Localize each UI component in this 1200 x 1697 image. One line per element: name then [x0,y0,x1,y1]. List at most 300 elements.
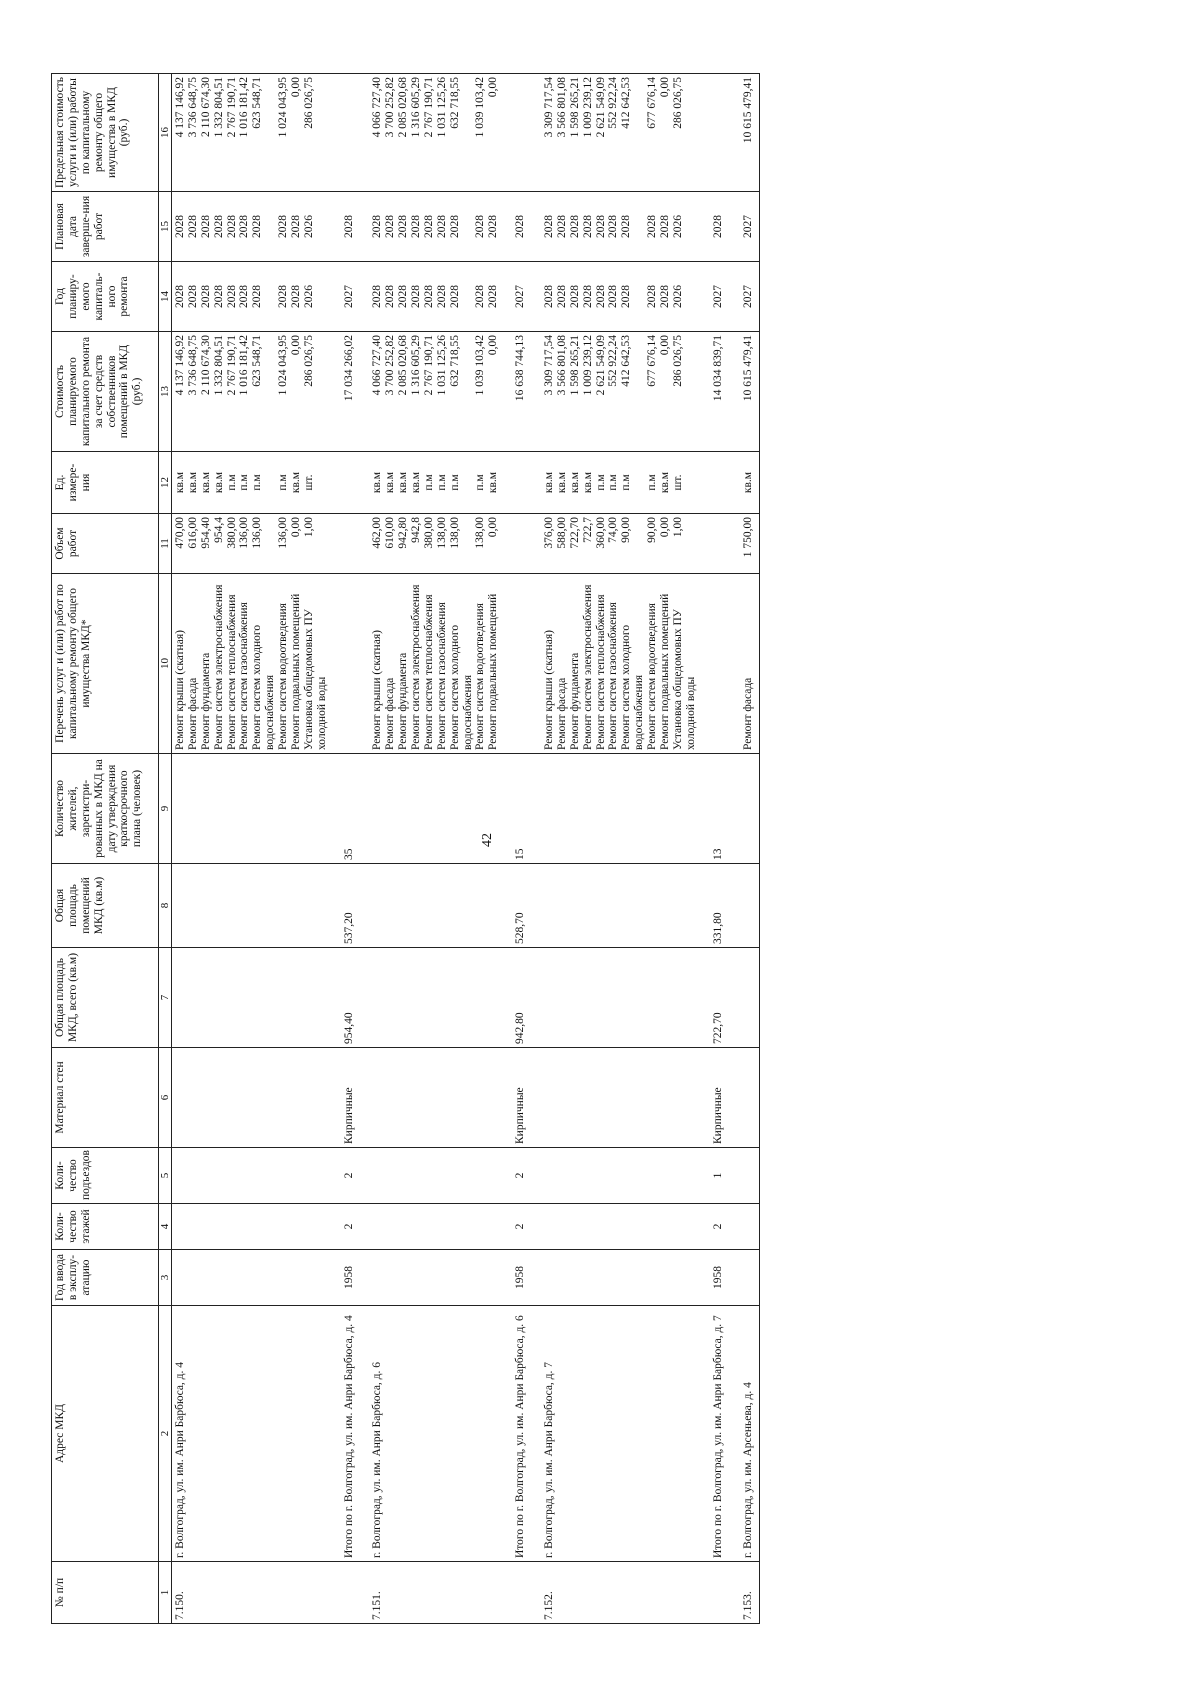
work-row [397,73,410,1623]
table-cell: 1 009 239,12 [582,331,595,451]
table-cell [569,1249,582,1305]
table-cell [397,1249,410,1305]
table-cell [607,863,620,947]
table-cell [369,753,384,863]
table-cell [541,863,556,947]
table-cell [582,863,595,947]
work-row [541,73,556,1623]
table-cell [303,1047,329,1147]
work-row [369,73,384,1623]
table-cell [226,947,239,1047]
table-cell: Ремонт систем холодного водоснабжения [620,573,646,753]
table-cell [672,1561,698,1623]
table-cell: 376,00 [541,513,556,573]
table-cell: 954,40 [200,513,213,573]
table-cell [226,1249,239,1305]
table-cell: 552 922,24 [607,331,620,451]
table-cell [607,1249,620,1305]
table-cell: 942,8 [410,513,423,573]
table-cell [384,1047,397,1147]
table-cell [410,863,423,947]
table-cell [607,753,620,863]
table-cell [172,1249,187,1305]
table-cell [646,753,659,863]
table-cell: 2028 [541,191,556,261]
table-cell: 2 110 674,30 [200,73,213,191]
table-cell: 2028 [238,261,251,331]
table-cell [582,1047,595,1147]
table-cell: 1 031 125,26 [436,331,449,451]
table-cell: 2028 [329,191,370,261]
table-cell [474,753,487,863]
table-cell [569,863,582,947]
table-cell [384,753,397,863]
column-header: Ед. измере-ния [52,451,159,513]
table-cell: 2028 [172,261,187,331]
table-cell [620,753,646,863]
work-row [569,73,582,1623]
table-cell [384,947,397,1047]
table-cell: 2028 [607,261,620,331]
table-cell: 0,00 [487,513,500,573]
table-cell: 2028 [620,191,646,261]
table-cell: 2028 [369,261,384,331]
table-cell: 2028 [226,261,239,331]
column-header: Общая площадь МКД, всего (кв.м) [52,947,159,1047]
table-cell: 2028 [200,261,213,331]
table-cell: кв.м [556,451,569,513]
table-cell: 3 700 252,82 [384,73,397,191]
work-row [595,73,608,1623]
table-cell [620,863,646,947]
table-cell: 2026 [303,261,329,331]
column-header: Год планиру-емого капиталь-ного ремонта [52,261,159,331]
table-cell: 2028 [397,191,410,261]
table-cell [290,753,303,863]
column-number: 6 [159,1047,172,1147]
table-cell [410,753,423,863]
table-cell: 954,40 [329,947,370,1047]
column-number: 7 [159,947,172,1047]
table-cell [672,753,698,863]
table-cell: 90,00 [620,513,646,573]
column-number: 5 [159,1147,172,1203]
table-cell: 677 676,14 [646,331,659,451]
table-cell: 942,80 [397,513,410,573]
table-cell [290,1047,303,1147]
table-cell: 2028 [646,191,659,261]
table-cell: 1 332 804,51 [213,73,226,191]
work-row [487,73,500,1623]
table-cell: 2 [500,1203,541,1249]
table-cell: 2 [500,1147,541,1203]
table-cell [277,1047,290,1147]
table-cell [172,753,187,863]
table-cell: 2 [329,1147,370,1203]
table-cell [436,1561,449,1623]
column-number: 11 [159,513,172,573]
table-cell [423,1305,436,1561]
table-cell: Ремонт систем газоснабжения [436,573,449,753]
table-cell: 2028 [187,191,200,261]
table-cell [200,1047,213,1147]
table-cell [487,1305,500,1561]
table-cell: Ремонт крыши (скатная) [369,573,384,753]
table-cell: Ремонт фасада [556,573,569,753]
table-cell [410,1147,423,1203]
table-cell: 2028 [487,261,500,331]
table-cell [251,1147,277,1203]
table-cell [595,1305,608,1561]
table-cell [251,1561,277,1623]
work-row [238,73,251,1623]
table-cell [449,863,475,947]
table-cell [251,863,277,947]
table-cell: 462,00 [369,513,384,573]
table-cell: 2 767 190,71 [226,331,239,451]
table-cell: 1 016 181,42 [238,73,251,191]
table-cell [213,1249,226,1305]
table-cell: 528,70 [500,863,541,947]
column-number: 12 [159,451,172,513]
table-cell [238,947,251,1047]
table-cell [556,1203,569,1249]
table-cell: 623 548,71 [251,73,277,191]
work-row [251,73,277,1623]
table-cell: Ремонт систем электроснабжения [582,573,595,753]
table-cell [646,1147,659,1203]
column-number: 3 [159,1249,172,1305]
table-cell [474,1147,487,1203]
table-cell: 588,00 [556,513,569,573]
work-row [410,73,423,1623]
table-cell [595,1047,608,1147]
table-cell: Ремонт фундамента [569,573,582,753]
table-cell: 2028 [277,191,290,261]
table-cell [423,947,436,1047]
table-cell [595,1147,608,1203]
table-cell [251,1203,277,1249]
table-cell [329,1561,370,1623]
table-cell [541,947,556,1047]
table-cell: 1 750,00 [738,513,759,573]
table-cell [436,947,449,1047]
table-cell: кв.м [369,451,384,513]
table-cell [672,1147,698,1203]
table-cell [620,947,646,1047]
table-cell [397,1561,410,1623]
table-cell [595,1249,608,1305]
table-cell: 1958 [698,1249,739,1305]
column-header: Коли-чество этажей [52,1203,159,1249]
table-cell: 1958 [329,1249,370,1305]
table-cell: 2 085 020,68 [397,331,410,451]
table-cell: 286 026,75 [672,331,698,451]
table-cell: 1,00 [672,513,698,573]
table-cell [397,1147,410,1203]
table-cell [556,1305,569,1561]
table-cell [369,1249,384,1305]
table-cell [238,1047,251,1147]
table-cell [238,863,251,947]
table-cell [187,1047,200,1147]
table-cell [303,863,329,947]
total-row [329,73,370,1623]
table-cell: 380,00 [226,513,239,573]
table-cell [251,1047,277,1147]
table-cell [251,1305,277,1561]
table-cell: 286 026,75 [672,73,698,191]
table-cell [369,947,384,1047]
table-cell: 2028 [449,261,475,331]
table-cell: 2028 [277,261,290,331]
table-cell: 4 137 146,92 [172,73,187,191]
table-cell [595,1561,608,1623]
table-cell: Ремонт систем теплоснабжения [226,573,239,753]
table-cell: 1,00 [303,513,329,573]
table-cell: г. Волгоград, ул. им. Арсеньева, д. 4 [738,1305,759,1561]
table-cell: 412 642,53 [620,331,646,451]
table-cell [607,1047,620,1147]
table-cell: 1 598 265,21 [569,73,582,191]
table-cell [329,573,370,753]
table-cell [369,1147,384,1203]
column-header: Материал стен [52,1047,159,1147]
table-cell [646,1305,659,1561]
table-cell [423,1047,436,1147]
table-cell: 17 034 266,02 [329,331,370,451]
table-cell [303,1147,329,1203]
table-cell [251,947,277,1047]
table-cell [698,73,739,191]
table-cell: 3 309 717,54 [541,331,556,451]
table-cell [474,947,487,1047]
table-cell: 2027 [698,261,739,331]
column-number: 1 [159,1561,172,1623]
table-cell [607,947,620,1047]
table-cell: Ремонт фундамента [397,573,410,753]
table-cell [200,1203,213,1249]
table-cell [238,1203,251,1249]
table-cell: кв.м [200,451,213,513]
table-cell [556,1561,569,1623]
table-cell: 2 767 190,71 [226,73,239,191]
table-cell [213,863,226,947]
table-cell: 2028 [436,261,449,331]
table-cell [541,753,556,863]
table-cell [487,1047,500,1147]
table-cell: 2028 [556,191,569,261]
table-cell [569,1147,582,1203]
table-cell: 2 621 549,09 [595,73,608,191]
table-cell [290,1147,303,1203]
table-cell [238,1561,251,1623]
table-cell [569,1305,582,1561]
table-cell: 15 [500,753,541,863]
table-cell: 0,00 [659,331,672,451]
table-cell [646,947,659,1047]
table-cell: 3 700 252,82 [384,331,397,451]
table-cell: 722,70 [698,947,739,1047]
column-number: 4 [159,1203,172,1249]
capital-repair-table [51,73,760,1624]
table-cell [200,1249,213,1305]
table-cell: кв.м [172,451,187,513]
table-cell: 2027 [500,261,541,331]
table-cell [595,947,608,1047]
table-cell [582,1203,595,1249]
table-cell [569,753,582,863]
work-row [620,73,646,1623]
column-header: Коли-чество подъездов [52,1147,159,1203]
table-cell: 2028 [569,261,582,331]
column-header: Плановая дата заверше-ния работ [52,191,159,261]
table-cell: 0,00 [659,513,672,573]
table-cell: 4 066 727,40 [369,73,384,191]
table-cell [620,1203,646,1249]
table-cell: кв.м [738,451,759,513]
table-cell: 2028 [595,261,608,331]
table-cell: 2028 [226,191,239,261]
table-cell [595,1203,608,1249]
table-cell [449,1147,475,1203]
table-cell: 7.151. [369,1561,384,1623]
table-cell: 1 332 804,51 [213,331,226,451]
table-cell: 331,80 [698,863,739,947]
table-cell [384,1203,397,1249]
table-cell [369,1047,384,1147]
table-cell: 1 598 265,21 [569,331,582,451]
table-cell: 2028 [659,261,672,331]
table-cell: 2028 [423,191,436,261]
table-cell [582,1305,595,1561]
column-header: Адрес МКД [52,1305,159,1561]
table-cell [384,1147,397,1203]
table-cell: 1 039 103,42 [474,331,487,451]
table-cell [410,947,423,1047]
table-cell [672,947,698,1047]
table-cell [303,753,329,863]
table-cell: 2027 [738,191,759,261]
work-row [474,73,487,1623]
table-cell [369,863,384,947]
table-cell [397,753,410,863]
table-cell [251,753,277,863]
table-cell [226,1561,239,1623]
table-cell [449,1305,475,1561]
table-cell: Ремонт фасада [187,573,200,753]
table-cell [569,1203,582,1249]
table-cell [698,451,739,513]
table-cell: 0,00 [290,73,303,191]
table-cell [436,1249,449,1305]
table-cell [500,451,541,513]
table-cell: 2028 [659,191,672,261]
table-cell: 623 548,71 [251,331,277,451]
table-cell: п.м [595,451,608,513]
table-cell [290,1305,303,1561]
table-cell [397,863,410,947]
table-cell: Установка общедомовых ПУ холодной воды [303,573,329,753]
table-cell [200,863,213,947]
table-cell [290,947,303,1047]
table-cell: 412 642,53 [620,73,646,191]
table-cell: 2 767 190,71 [423,73,436,191]
table-cell [384,1305,397,1561]
table-cell: 1 316 605,29 [410,331,423,451]
table-cell [556,1249,569,1305]
table-cell [226,1047,239,1147]
table-cell: 3 736 648,75 [187,331,200,451]
table-cell: 1 024 043,95 [277,73,290,191]
table-cell: 2027 [329,261,370,331]
table-cell [290,863,303,947]
table-cell [659,947,672,1047]
table-cell: п.м [436,451,449,513]
table-cell: 7.153. [738,1561,759,1623]
table-cell: Ремонт систем теплоснабжения [595,573,608,753]
table-cell: 632 718,55 [449,331,475,451]
table-cell: 2028 [487,191,500,261]
table-cell [172,1147,187,1203]
table-cell: 1 [698,1147,739,1203]
table-cell: 14 034 839,71 [698,331,739,451]
table-cell: 3 309 717,54 [541,73,556,191]
column-header: № п/п [52,1561,159,1623]
table-cell [384,1249,397,1305]
table-cell: 632 718,55 [449,73,475,191]
table-cell: шт. [672,451,698,513]
table-cell: 0,00 [290,513,303,573]
table-cell: Ремонт фасада [384,573,397,753]
work-row [290,73,303,1623]
column-header: Объем работ [52,513,159,573]
table-cell: п.м [226,451,239,513]
table-cell: 2028 [474,261,487,331]
table-cell [659,1305,672,1561]
table-cell: Итого по г. Волгоград, ул. им. Анри Барбюса, д. 6 [500,1305,541,1561]
table-cell [290,1249,303,1305]
table-cell: 2028 [607,191,620,261]
table-cell [659,863,672,947]
table-cell [738,947,759,1047]
table-cell: 3 736 648,75 [187,73,200,191]
table-cell [474,1561,487,1623]
table-cell: 2028 [423,261,436,331]
table-cell: 2028 [436,191,449,261]
column-number: 10 [159,573,172,753]
table-cell: 2028 [410,191,423,261]
table-cell [738,753,759,863]
page-number: 42 [480,833,495,847]
work-row [646,73,659,1623]
table-cell: 610,00 [384,513,397,573]
table-cell [659,1561,672,1623]
table-cell [187,1249,200,1305]
table-cell: 138,00 [474,513,487,573]
table-cell [659,1203,672,1249]
table-cell [474,1203,487,1249]
table-cell [226,1147,239,1203]
table-cell [500,1561,541,1623]
table-cell [698,1561,739,1623]
document-sheet [51,74,1149,1624]
table-cell [672,1047,698,1147]
work-row [277,73,290,1623]
table-cell: п.м [423,451,436,513]
table-cell [213,1561,226,1623]
table-cell [738,1249,759,1305]
